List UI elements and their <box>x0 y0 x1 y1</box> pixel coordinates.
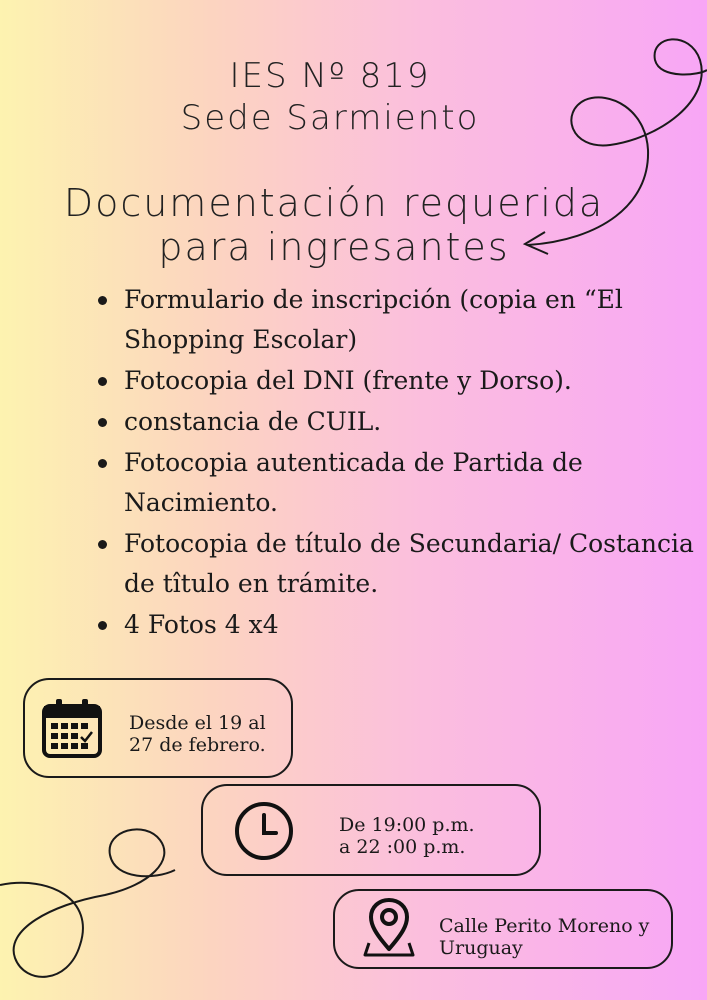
map-pin-icon <box>363 897 415 959</box>
dates-line-1: Desde el 19 al <box>129 712 266 734</box>
list-item <box>96 402 696 442</box>
requirements-list <box>96 280 696 646</box>
requirement-text: Fotocopia de título de Secundaria/ Costancia de tîtulo en trámite. <box>124 529 694 598</box>
requirement-text: 4 Fotos 4 x4 <box>124 610 279 639</box>
location-line-2: Uruguay <box>439 937 523 959</box>
bullet-icon <box>98 377 107 386</box>
bullet-icon <box>98 296 107 305</box>
school-name: IES Nº 819 <box>229 56 431 96</box>
bullet-icon <box>98 621 107 630</box>
bullet-icon <box>98 418 107 427</box>
list-item <box>96 524 696 604</box>
page-title: Documentación requerida <box>63 181 605 225</box>
dates-card <box>23 678 293 778</box>
list-item <box>96 361 696 401</box>
requirement-text: Formulario de inscripción (copia en “El Shopping Escolar) <box>124 285 623 354</box>
requirement-text: Fotocopia autenticada de Partida de Nacimiento. <box>124 448 583 517</box>
location-line-1: Calle Perito Moreno y <box>439 915 650 937</box>
requirement-text: constancia de CUIL. <box>124 407 382 436</box>
clock-icon <box>233 800 295 862</box>
location-text <box>439 915 649 959</box>
dates-line-2: 27 de febrero. <box>129 734 266 756</box>
bullet-icon <box>98 459 107 468</box>
page-subtitle: para ingresantes <box>158 225 510 269</box>
campus-name: Sede Sarmiento <box>180 98 480 138</box>
bullet-icon <box>98 540 107 549</box>
requirement-text: Fotocopia del DNI (frente y Dorso). <box>124 366 572 395</box>
bottom-left-swirl <box>0 829 175 977</box>
list-item <box>96 443 696 523</box>
hours-line-1: De 19:00 p.m. <box>339 814 475 836</box>
location-card <box>333 889 673 969</box>
hours-card <box>201 784 541 876</box>
hours-text <box>339 814 475 858</box>
calendar-icon <box>41 698 103 760</box>
list-item <box>96 605 696 645</box>
dates-text <box>129 712 266 756</box>
list-item <box>96 280 696 360</box>
hours-line-2: a 22 :00 p.m. <box>339 836 466 858</box>
